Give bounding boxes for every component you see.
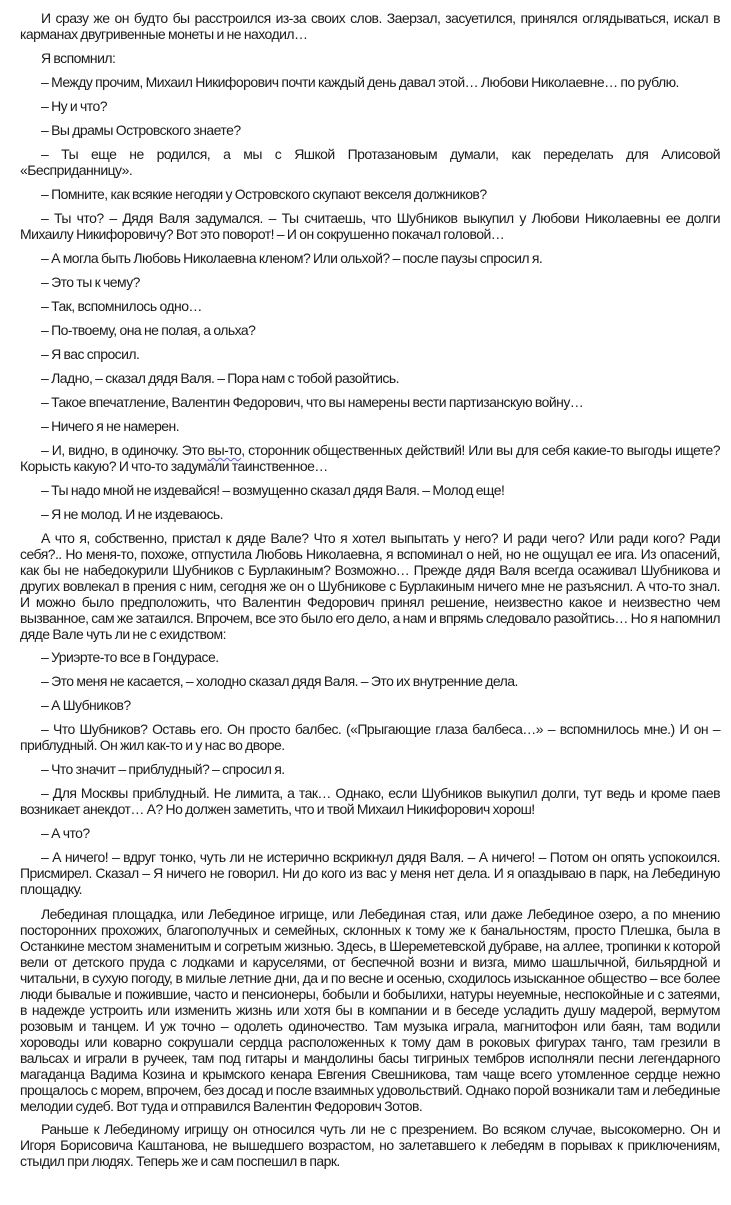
dialogue-line: – Между прочим, Михаил Никифорович почти каждый день давал этой… Любови Николаевне… по рублю. — [41, 74, 679, 90]
paragraph: Я вспомнил: — [41, 50, 116, 66]
dialogue-line: – Что значит – приблудный? – спросил я. — [41, 761, 285, 777]
dialogue-line: – Ладно, – сказал дядя Валя. – Пора нам с тобой разойтись. — [41, 370, 399, 386]
dialogue-line: – Я не молод. И не издеваюсь. — [41, 506, 223, 522]
paragraph: Раньше к Лебединому игрищу он относился чуть ли не с презрением. Во всяком случае, высокомерно. Он и Игоря Борисовича Каштанова, не вышедшего возрастом, но залетавшего к лебедям в порывах к приключениям, стыдил при людях. Теперь же и сам поспешил в парк. — [20, 1121, 720, 1169]
dialogue-line: – А что? — [41, 825, 90, 841]
dialogue-line: – Ты еще не родился, а мы с Яшкой Протазановым думали, как переделать для Алисовой «Бесприданницу». — [20, 146, 720, 178]
dialogue-line: – Для Москвы приблудный. Не лимита, а так… Однако, если Шубников выкупил долги, тут ведь и кроме паев возникает анекдот… А? Но должен заметить, что и твой Михаил Никифорович хорош! — [20, 785, 720, 817]
dialogue-line: – А могла быть Любовь Николаевна кленом? Или ольхой? – после паузы спросил я. — [41, 250, 543, 266]
text-segment: – И, видно, в одиночку. Это — [41, 442, 208, 458]
dialogue-line: – Я вас спросил. — [41, 346, 140, 362]
dialogue-line: – Ты что? – Дядя Валя задумался. – Ты считаешь, что Шубников выкупил у Любови Николаевны ее долги Михаилу Никифоровичу? Вот это поворот! – И он сокрушенно покачал головой… — [20, 210, 720, 242]
dialogue-line: – Ну и что? — [41, 98, 107, 114]
dialogue-line: – Что Шубников? Оставь его. Он просто балбес. («Прыгающие глаза балбеса…» – вспомнилось мне.) И он – приблудный. Он жил как-то и у нас во дворе. — [20, 721, 720, 753]
dialogue-line: – Помните, как всякие негодяи у Островского скупают векселя должников? — [41, 186, 487, 202]
dialogue-line: – Ты надо мной не издевайся! – возмущенно сказал дядя Валя. – Молод еще! — [41, 482, 505, 498]
dialogue-line: – Ничего я не намерен. — [41, 418, 180, 434]
dialogue-line: – А ничего! – вдруг тонко, чуть ли не истерично вскрикнул дядя Валя. – А ничего! – Потом он опять успокоился. Присмирел. Сказал – Я ничего не говорил. Ни до кого из вас у меня нет дела. И я опаздываю в парк, на Лебединую площадку. — [20, 849, 720, 897]
paragraph: А что я, собственно, пристал к дяде Вале? Что я хотел выпытать у него? И ради чего? Или ради кого? Ради себя?.. Но меня-то, похоже, отпустила Любовь Николаевна, я вспоминал о ней, но не ощущал ее ига. Из опасений, как бы не набедокурили Шубников с Бурлакиным? Возможно… Прежде дядя Валя всегда осаживал Шубникова и других вовлекал в прения с ним, сегодня же он о Шубникове с Бурлакиным ничего мне не разъяснил. А что-то знал. И можно было предположить, что Валентин Федорович принял решение, неизвестно какое и неизвестно чем вызванное, сам же затаился. Впрочем, все это было его дело, а нам и впрямь следовало разойтись… Но я напомнил дяде Вале чуть ли не с ехидством: — [20, 530, 720, 642]
dialogue-line — [20, 442, 720, 474]
text-segment: , сторонник общественных действий! Или вы для себя какие-то выгоды ищете? Корысть какую? И что-то задумали таинственное… — [20, 442, 720, 474]
dialogue-line: – Это меня не касается, – холодно сказал дядя Валя. – Это их внутренние дела. — [41, 673, 518, 689]
dialogue-line: – Это ты к чему? — [41, 274, 140, 290]
dialogue-line: – Такое впечатление, Валентин Федорович, что вы намерены вести партизанскую войну… — [41, 394, 584, 410]
paragraph: Лебединая площадка, или Лебединое игрище, или Лебединая стая, или даже Лебединое озеро, а по мнению посторонних прохожих, благополучных и семейных, склонных к тому же к банальностям, просто Плешка, была в Останкине местом знаменитым и согретым жизнью. Здесь, в Шереметевской дубраве, на аллее, тропинки к которой вели от детского пруда с лодками и каруселями, от беспечной возни и визга, мимо шашлычной, бильярдной и читальни, в сухую погоду, в милые летние дни, да и по весне и осенью, сходилось изысканное общество – все более люди бывалые и пожившие, часто и пенсионеры, бобыли и бобылихи, натуры неуемные, неспокойные и с затеями, в надежде устроить или изменить жизнь или хотя бы в компании и в беседе усладить душу мадерой, вермутом розовым и танцем. И уж точно – одолеть одиночество. Там музыка играла, магнитофон или баян, там водили хороводы или коварно сокрушали сердца расположенных к тому дам в роковых фигурах танго, там грезили в вальсах и играли в ручеек, там под гитары и мандолины басы тигриных тембров исполняли песни легендарного магаданца Вадима Козина и крымского кенара Евгения Свешникова, там чаще всего утомленное сердце нежно прощалось с морем, впрочем, без досад и после взаимных удовольствий. Однако порой возникали там и лебединые мелодии судеб. Вот туда и отправился Валентин Федорович Зотов. — [20, 906, 720, 1114]
dialogue-line: – По-твоему, она не полая, а ольха? — [41, 322, 256, 338]
spellcheck-flagged-word[interactable]: вы-то — [207, 442, 242, 458]
dialogue-line: – Вы драмы Островского знаете? — [41, 122, 241, 138]
paragraph: И сразу же он будто бы расстроился из-за своих слов. Заерзал, засуетился, принялся оглядываться, искал в карманах двугривенные монеты и не находил… — [20, 10, 720, 42]
dialogue-line: – Так, вспомнилось одно… — [41, 298, 202, 314]
dialogue-line: – А Шубников? — [41, 697, 131, 713]
dialogue-line: – Уриэрте-то все в Гондурасе. — [41, 649, 219, 665]
